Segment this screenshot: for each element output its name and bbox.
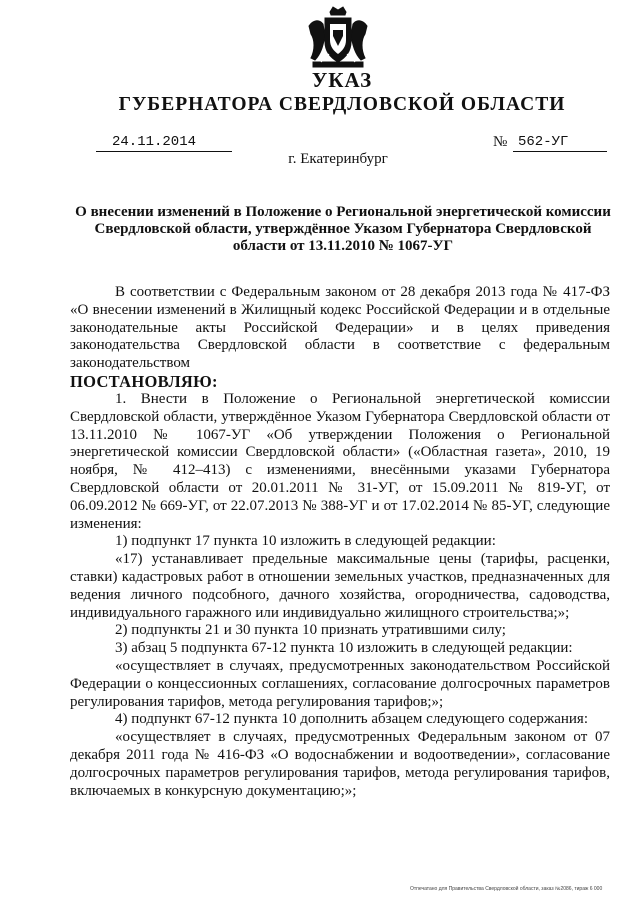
decree-word: ПОСТАНОВЛЯЮ: xyxy=(70,371,218,391)
subitem-3-text: «осуществляет в случаях, предусмотренных законодательством Российской Федерации о концессионных соглашениях, согласование долгосрочных параметров регулирования тарифов, метода регулирования тарифов;»; xyxy=(70,657,610,710)
document-date: 24.11.2014 xyxy=(112,134,197,150)
item-1-paragraph: 1. Внести в Положение о Региональной энергетической комиссии Свердловской области, утверждённое Указом Губернатора Свердловской области от 13.11.2010 № 1067-УГ «Об утверждении Положения о Региональной энергетической комиссии Свердловской области» («Областная газета», 2010, 19 ноября, № 412–413) с изменениями, внесёнными указами Губернатора Свердловской области от 20.01.2011 № 31-УГ, от 15.09.2011 № 819-УГ, от 06.09.2012 № 669-УГ, от 22.07.2013 № 388-УГ и от 17.02.2014 № 85-УГ, следующие изменения: xyxy=(70,390,610,532)
subitem-1: 1) подпункт 17 пункта 10 изложить в следующей редакции: xyxy=(115,533,496,550)
preamble-paragraph: В соответствии с Федеральным законом от 28 декабря 2013 года № 417-ФЗ «О внесении изменений в Жилищный кодекс Российской Федерации и в отдельные законодательные акты Российской Федерации» и в целях приведения законодательства Свердловской области в соответствие с федеральным законодательством xyxy=(70,284,610,372)
subitem-2: 2) подпункты 21 и 30 пункта 10 признать утратившими силу; xyxy=(115,622,506,639)
document-type-title: УКАЗ xyxy=(311,68,373,92)
print-footer: Отпечатано для Правительства Свердловской области, заказ №2086, тираж 6 000 xyxy=(410,886,603,892)
city-of-issue: г. Екатеринбург xyxy=(288,151,388,167)
subitem-4: 4) подпункт 67-12 пункта 10 дополнить абзацем следующего содержания: xyxy=(115,711,588,728)
document-body xyxy=(70,284,610,800)
issuer-title: ГУБЕРНАТОРА СВЕРДЛОВСКОЙ ОБЛАСТИ xyxy=(118,94,566,115)
subitem-4-text: «осуществляет в случаях, предусмотренных Федеральным законом от 07 декабря 2011 года № 416-ФЗ «О водоснабжении и водоотведении», согласование долгосрочных параметров регулирования тарифов, метода регулирования тарифов, включаемых в конкурсную документацию;»; xyxy=(70,729,610,799)
coat-of-arms-emblem xyxy=(303,6,373,70)
number-label: № xyxy=(493,134,508,150)
document-number: 562-УГ xyxy=(518,134,569,150)
document-heading: О внесении изменений в Положение о Региональной энергетической комиссии Свердловской области, утверждённое Указом Губернатора Свердловской области от 13.11.2010 № 1067-УГ xyxy=(75,204,611,254)
subitem-1-text: «17) устанавливает предельные максимальные цены (тарифы, расценки, ставки) кадастровых работ в отношении земельных участков, предназначенных для ведения личного подсобного, дачного хозяйства, огородничества, садоводства, индивидуального гаражного или индивидуально жилищного строительства;»; xyxy=(70,551,610,621)
subitem-3: 3) абзац 5 подпункта 67-12 пункта 10 изложить в следующей редакции: xyxy=(115,640,573,657)
